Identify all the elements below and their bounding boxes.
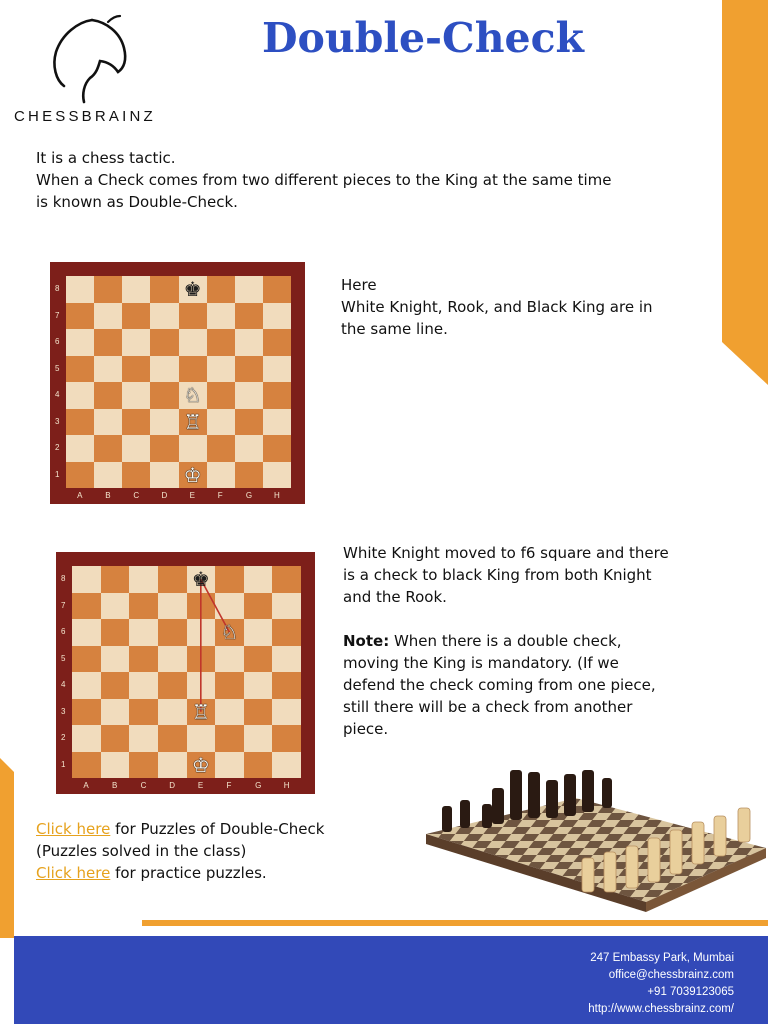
board-square — [66, 329, 94, 356]
board-square — [263, 409, 291, 436]
note-line: defend the check coming from one piece, — [343, 676, 656, 694]
file-label: B — [105, 491, 111, 500]
email-link[interactable]: office@chessbrainz.com — [608, 969, 734, 981]
intro-line: It is a chess tactic. — [36, 149, 176, 167]
description-line: is a check to black King from both Knight — [343, 566, 652, 584]
rank-label: 6 — [55, 337, 60, 347]
board1-description — [341, 274, 721, 340]
rank-label: 7 — [55, 310, 60, 320]
puzzles-link[interactable]: Click here — [36, 820, 111, 838]
address: 247 Embassy Park, Mumbai — [590, 952, 734, 964]
board-square — [150, 356, 178, 383]
link-text: for Puzzles of Double-Check — [110, 820, 325, 838]
description-line: the same line. — [341, 320, 448, 338]
file-label: D — [169, 781, 175, 790]
board-square — [122, 409, 150, 436]
board-square — [122, 382, 150, 409]
description-line: and the Rook. — [343, 588, 447, 606]
check-lines — [56, 552, 315, 794]
white-rook: ♖ — [183, 409, 202, 434]
board-square — [122, 303, 150, 330]
board2-description — [343, 542, 723, 740]
board-square — [94, 409, 122, 436]
rank-label: 5 — [61, 653, 66, 663]
board-square — [235, 382, 263, 409]
rank-label: 1 — [61, 759, 66, 769]
board-square — [207, 409, 235, 436]
rank-label: 1 — [55, 469, 60, 479]
board-square — [207, 462, 235, 489]
board-square — [150, 409, 178, 436]
board-square — [94, 356, 122, 383]
description-line: White Knight, Rook, and Black King are in — [341, 298, 653, 316]
board-square — [94, 382, 122, 409]
phone-number: +91 7039123065 — [647, 986, 734, 998]
board-square — [66, 435, 94, 462]
board-square — [66, 409, 94, 436]
rank-label: 7 — [61, 600, 66, 610]
board-square — [150, 462, 178, 489]
rank-label: 2 — [61, 733, 66, 743]
white-rook: ♖ — [191, 699, 210, 724]
board-square — [66, 356, 94, 383]
board-square — [207, 356, 235, 383]
contact-info — [588, 950, 734, 1018]
white-king: ♔ — [183, 462, 202, 487]
black-king: ♚ — [191, 567, 210, 592]
description-line: White Knight moved to f6 square and there — [343, 544, 669, 562]
board-square — [122, 435, 150, 462]
board-square — [122, 462, 150, 489]
board-square — [150, 435, 178, 462]
horse-head-outline-icon — [48, 14, 134, 104]
board-square — [179, 303, 207, 330]
file-label: F — [217, 491, 223, 500]
file-label: G — [255, 781, 262, 790]
board-square — [94, 435, 122, 462]
white-knight: ♘ — [220, 620, 239, 645]
board-square — [263, 329, 291, 356]
board-square — [150, 382, 178, 409]
board-square — [235, 462, 263, 489]
board-square — [150, 329, 178, 356]
file-label: H — [273, 491, 280, 500]
link-text: for practice puzzles. — [110, 864, 267, 882]
intro-line: is known as Double-Check. — [36, 193, 238, 211]
board-square — [207, 382, 235, 409]
board-square — [235, 276, 263, 303]
board-square — [207, 435, 235, 462]
board-square — [150, 303, 178, 330]
board-square — [66, 462, 94, 489]
file-label: G — [245, 491, 253, 500]
black-king: ♚ — [183, 277, 202, 302]
board-square — [179, 435, 207, 462]
board-square — [235, 435, 263, 462]
file-label: E — [189, 491, 195, 500]
board-square — [94, 276, 122, 303]
board-square — [235, 303, 263, 330]
rank-label: 4 — [61, 680, 66, 690]
note-line: piece. — [343, 720, 389, 738]
board-square — [179, 356, 207, 383]
board-square — [66, 303, 94, 330]
file-label: C — [133, 491, 140, 500]
board-square — [94, 303, 122, 330]
rank-label: 3 — [55, 416, 60, 426]
file-label: C — [140, 781, 147, 790]
board-square — [122, 276, 150, 303]
intro-line: When a Check comes from two different pieces to the King at the same time — [36, 171, 612, 189]
file-label: A — [77, 491, 83, 500]
website-link[interactable]: http://www.chessbrainz.com/ — [588, 1003, 734, 1015]
puzzle-links — [36, 818, 416, 884]
chess-board-initial — [50, 262, 305, 504]
board-square — [207, 303, 235, 330]
board-square — [207, 329, 235, 356]
board-square — [263, 276, 291, 303]
spacer — [343, 608, 723, 630]
rank-label: 6 — [61, 627, 66, 637]
board-square — [179, 329, 207, 356]
description-line: Here — [341, 276, 377, 294]
rank-label: 8 — [61, 574, 66, 584]
note-text: When there is a double check, — [389, 632, 622, 650]
board-square — [235, 329, 263, 356]
board-square — [263, 462, 291, 489]
rank-label: 3 — [61, 706, 66, 716]
board-square — [66, 276, 94, 303]
board-square — [263, 303, 291, 330]
orange-left-accent — [0, 758, 14, 938]
file-label: D — [161, 491, 168, 500]
file-label: B — [111, 781, 118, 790]
board-square — [263, 435, 291, 462]
rank-label: 4 — [55, 390, 60, 400]
brand-name: CHESSBRAINZ — [14, 108, 156, 125]
file-label: F — [226, 781, 232, 790]
board-square — [235, 409, 263, 436]
intro-text — [36, 147, 676, 213]
note-label: Note: — [343, 632, 390, 650]
rank-label: 8 — [55, 284, 60, 294]
chess-set-image — [426, 764, 766, 912]
rank-label: 5 — [55, 363, 60, 373]
board-square — [122, 356, 150, 383]
file-label: A — [83, 781, 89, 790]
note-line: still there will be a check from another — [343, 698, 633, 716]
file-label: E — [197, 781, 204, 790]
board-square — [263, 382, 291, 409]
white-king: ♔ — [191, 752, 210, 777]
board-square — [150, 276, 178, 303]
white-knight: ♘ — [183, 383, 202, 408]
chess-board-double-check — [56, 552, 315, 794]
board-square — [122, 329, 150, 356]
board-square — [235, 356, 263, 383]
rank-label: 2 — [55, 443, 60, 453]
note-line — [343, 630, 723, 652]
link-line: (Puzzles solved in the class) — [36, 842, 247, 860]
note-line: moving the King is mandatory. (If we — [343, 654, 619, 672]
link-line — [36, 862, 416, 884]
board-square — [207, 276, 235, 303]
file-label: H — [283, 781, 290, 790]
page-title: Double-Check — [262, 14, 584, 62]
board-square — [94, 329, 122, 356]
link-line — [36, 818, 416, 840]
board-square — [66, 382, 94, 409]
orange-divider — [142, 920, 768, 926]
orange-corner-accent — [722, 0, 768, 385]
board-square — [263, 356, 291, 383]
board-square — [94, 462, 122, 489]
practice-puzzles-link[interactable]: Click here — [36, 864, 111, 882]
